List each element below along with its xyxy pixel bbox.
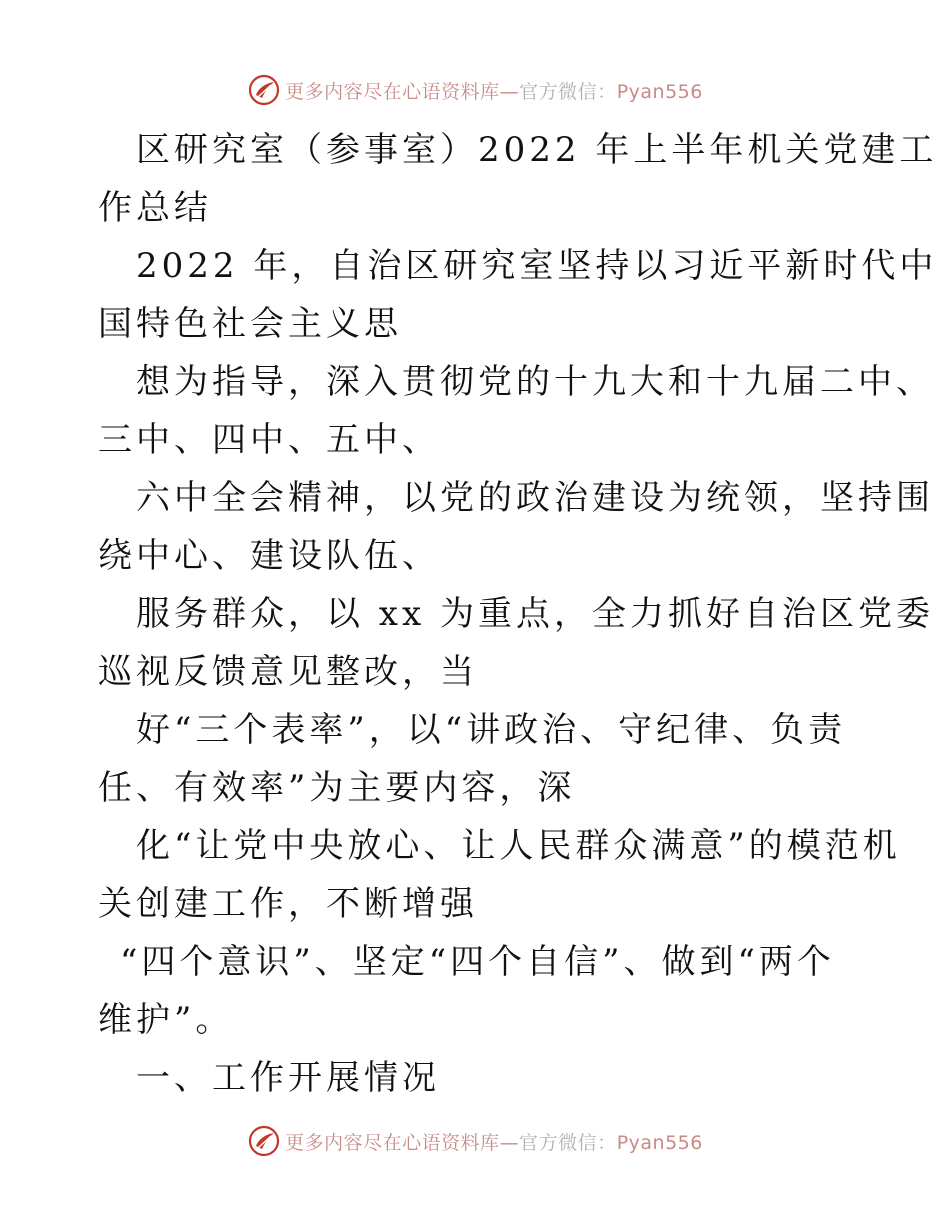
book-logo-icon — [247, 1124, 281, 1158]
paragraph-line: 好“三个表率”，以“讲政治、守纪律、负责 — [136, 710, 847, 750]
paragraph-line: 六中全会精神，以党的政治建设为统领，坚持围 — [136, 478, 934, 518]
watermark-official: 官方微信： — [519, 1131, 617, 1154]
document-title-line-2: 作总结 — [98, 188, 212, 228]
watermark-separator: — — [499, 80, 520, 103]
section-heading: 一、工作开展情况 — [136, 1058, 440, 1098]
watermark-id: Pyan556 — [616, 80, 703, 103]
watermark-text — [285, 77, 703, 104]
paragraph-line: 关创建工作，不断增强 — [98, 884, 478, 924]
paragraph-line: 三中、四中、五中、 — [98, 420, 440, 460]
watermark-id: Pyan556 — [616, 1131, 703, 1154]
header-watermark — [0, 70, 950, 110]
paragraph-line: 绕中心、建设队伍、 — [98, 536, 440, 576]
paragraph-line: 想为指导，深入贯彻党的十九大和十九届二中、 — [136, 362, 934, 402]
watermark-separator: — — [499, 1131, 520, 1154]
watermark-text — [285, 1128, 703, 1155]
paragraph-line: 国特色社会主义思 — [98, 304, 402, 344]
book-logo-icon — [247, 73, 281, 107]
paragraph-line: 化“让党中央放心、让人民群众满意”的模范机 — [136, 826, 901, 866]
watermark-main: 更多内容尽在心语资料库 — [285, 1131, 500, 1154]
document-title-line-1: 区研究室（参事室）2022 年上半年机关党建工 — [136, 130, 938, 170]
footer-watermark — [0, 1121, 950, 1161]
paragraph-line: 维护”。 — [98, 1000, 234, 1040]
paragraph-line: 2022 年，自治区研究室坚持以习近平新时代中 — [136, 246, 938, 286]
watermark-official: 官方微信： — [519, 80, 617, 103]
paragraph-line: 巡视反馈意见整改，当 — [98, 652, 478, 692]
paragraph-line: 任、有效率”为主要内容，深 — [98, 768, 576, 808]
document-body — [98, 121, 938, 1107]
watermark-main: 更多内容尽在心语资料库 — [285, 80, 500, 103]
paragraph-line: “四个意识”、坚定“四个自信”、做到“两个 — [120, 942, 835, 982]
paragraph-line: 服务群众，以 xx 为重点，全力抓好自治区党委 — [136, 594, 934, 634]
